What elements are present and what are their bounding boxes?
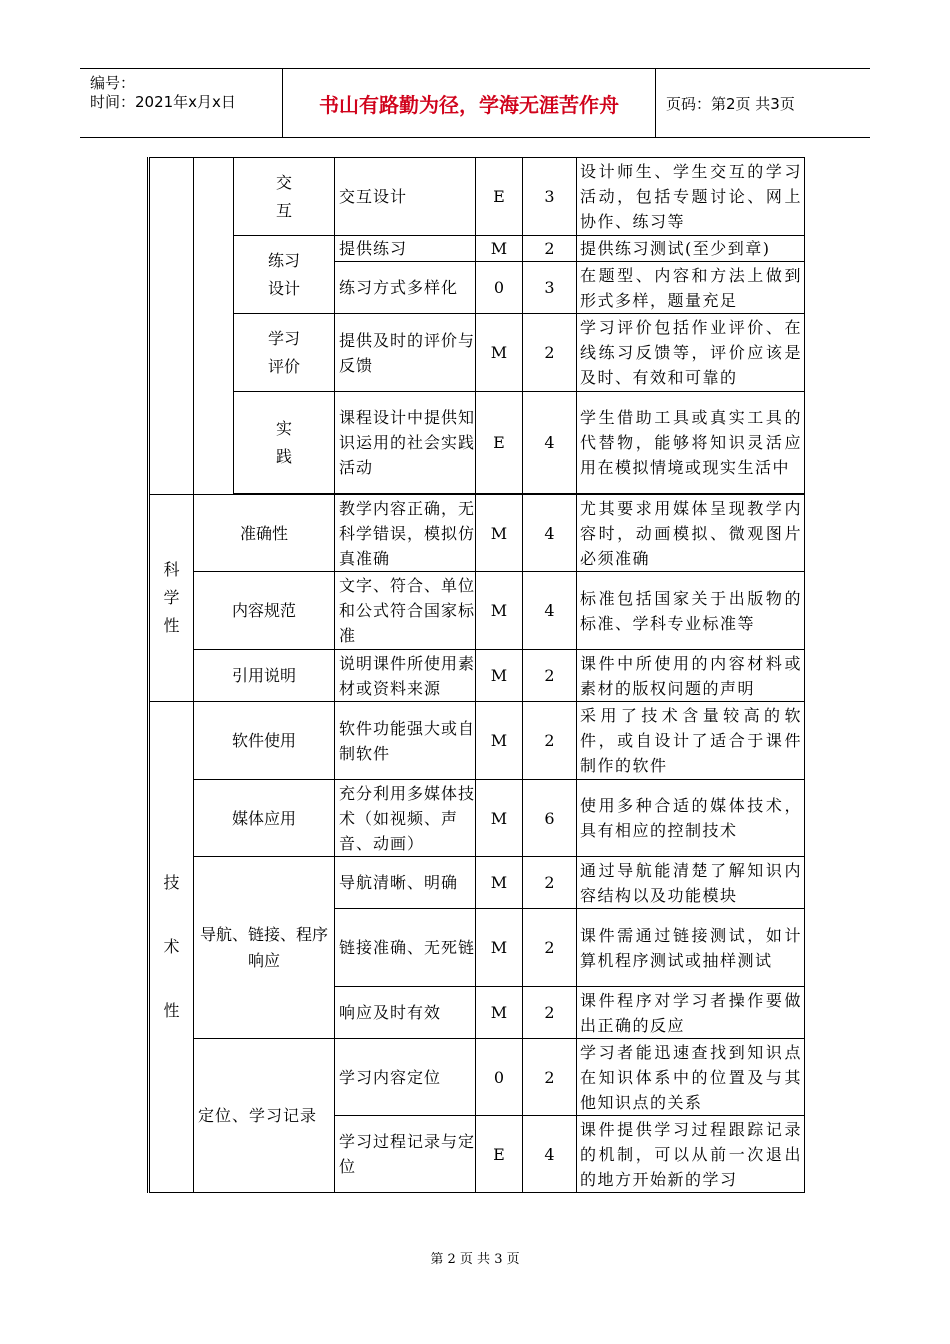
vert-char: 学 xyxy=(163,588,180,607)
score-cell: 4 xyxy=(523,495,577,572)
desc-cell: 学生借助工具或真实工具的代替物，能够将知识灵活应用在模拟情境或现实生活中 xyxy=(577,392,805,494)
level-cell: M xyxy=(476,572,523,650)
vert-char: 设计 xyxy=(267,278,300,298)
level-cell: M xyxy=(476,314,523,392)
subcategory-cell: 准确性 xyxy=(194,495,335,572)
score-cell: 2 xyxy=(523,650,577,702)
table-row xyxy=(149,314,805,392)
item-cell: 课程设计中提供知识运用的社会实践活动 xyxy=(335,392,476,494)
page-header xyxy=(80,68,870,138)
score-cell: 2 xyxy=(523,236,577,262)
subcategory-cell: 媒体应用 xyxy=(194,780,335,857)
header-meta xyxy=(80,69,283,137)
table-row xyxy=(149,780,805,857)
desc-cell: 课件中所使用的内容材料或素材的版权问题的声明 xyxy=(577,650,805,702)
vert-char: 践 xyxy=(275,446,292,466)
score-cell: 4 xyxy=(523,392,577,494)
score-cell: 2 xyxy=(523,909,577,987)
desc-cell: 通过导航能清楚了解知识内容结构以及功能模块 xyxy=(577,857,805,909)
score-cell: 2 xyxy=(523,987,577,1039)
level-cell: M xyxy=(476,987,523,1039)
table-row xyxy=(149,392,805,494)
category-cell-empty xyxy=(149,158,194,495)
doc-time-label: 时间：2021年x月x日 xyxy=(90,93,236,111)
level-cell: M xyxy=(476,857,523,909)
subcategory-interaction xyxy=(234,158,335,236)
item-cell: 链接准确、无死链 xyxy=(335,909,476,987)
score-cell: 4 xyxy=(523,572,577,650)
category-technical xyxy=(149,702,194,1193)
page-footer: 第 2 页 共 3 页 xyxy=(430,1252,520,1267)
desc-cell: 学习评价包括作业评价、在线练习反馈等，评价应该是及时、有效和可靠的 xyxy=(577,314,805,392)
table-row xyxy=(149,495,805,572)
desc-cell: 使用多种合适的媒体技术，具有相应的控制技术 xyxy=(577,780,805,857)
vert-char: 术 xyxy=(163,937,180,956)
page-number-label: 页码：第2页 共3页 xyxy=(666,94,795,113)
item-cell: 软件功能强大或自制软件 xyxy=(335,702,476,780)
subcategory-cell: 软件使用 xyxy=(194,702,335,780)
level-cell: E xyxy=(476,392,523,494)
table-row xyxy=(149,158,805,236)
desc-cell: 课件提供学习过程跟踪记录的机制，可以从前一次退出的地方开始新的学习 xyxy=(577,1116,805,1193)
vert-char: 性 xyxy=(163,616,180,635)
desc-cell: 提供练习测试(至少到章) xyxy=(577,236,805,262)
level-cell: 0 xyxy=(476,262,523,314)
subcategory-cell: 内容规范 xyxy=(194,572,335,650)
level-cell: M xyxy=(476,650,523,702)
vert-char: 学习 xyxy=(267,328,300,348)
vert-char: 性 xyxy=(163,1001,180,1020)
subcategory-practice-activity xyxy=(234,392,335,494)
header-motto-cell xyxy=(283,69,656,137)
vert-char: 评价 xyxy=(267,356,300,376)
level-cell: E xyxy=(476,158,523,236)
desc-cell: 采用了技术含量较高的软件，或自设计了适合于课件制作的软件 xyxy=(577,702,805,780)
subcategory-practice xyxy=(234,236,335,314)
table-row xyxy=(149,857,805,909)
desc-cell: 标准包括国家关于出版物的标准、学科专业标准等 xyxy=(577,572,805,650)
vert-char: 科 xyxy=(163,560,180,579)
header-motto: 书山有路勤为径，学海无涯苦作舟 xyxy=(319,92,619,117)
item-cell: 说明课件所使用素材或资料来源 xyxy=(335,650,476,702)
item-cell: 提供及时的评价与反馈 xyxy=(335,314,476,392)
vert-char: 练习 xyxy=(267,250,300,270)
item-cell: 学习过程记录与定位 xyxy=(335,1116,476,1193)
item-cell: 响应及时有效 xyxy=(335,987,476,1039)
subcategory-evaluation xyxy=(234,314,335,392)
table-row xyxy=(149,1039,805,1116)
category-scientific xyxy=(149,495,194,702)
item-cell: 练习方式多样化 xyxy=(335,262,476,314)
level-cell: E xyxy=(476,1116,523,1193)
desc-cell: 尤其要求用媒体呈现教学内容时，动画模拟、微观图片必须准确 xyxy=(577,495,805,572)
score-cell: 3 xyxy=(523,158,577,236)
desc-cell: 学习者能迅速查找到知识点在知识体系中的位置及与其他知识点的关系 xyxy=(577,1039,805,1116)
score-cell: 2 xyxy=(523,857,577,909)
table-row xyxy=(149,702,805,780)
table-row xyxy=(149,572,805,650)
item-cell: 充分利用多媒体技术（如视频、声音、动画） xyxy=(335,780,476,857)
item-cell: 提供练习 xyxy=(335,236,476,262)
subcategory-cell: 引用说明 xyxy=(194,650,335,702)
vert-char: 交 xyxy=(275,172,292,192)
item-cell: 教学内容正确，无科学错误，模拟仿真准确 xyxy=(335,495,476,572)
desc-cell: 课件程序对学习者操作要做出正确的反应 xyxy=(577,987,805,1039)
desc-cell: 在题型、内容和方法上做到形式多样，题量充足 xyxy=(577,262,805,314)
level-cell: M xyxy=(476,780,523,857)
score-cell: 6 xyxy=(523,780,577,857)
evaluation-table xyxy=(147,157,805,1193)
subcategory-cell: 导航、链接、程序响应 xyxy=(194,857,335,1039)
score-cell: 4 xyxy=(523,1116,577,1193)
item-cell: 学习内容定位 xyxy=(335,1039,476,1116)
level-cell: M xyxy=(476,702,523,780)
vert-char: 互 xyxy=(275,200,292,220)
score-cell: 3 xyxy=(523,262,577,314)
vert-char: 实 xyxy=(275,418,292,438)
score-cell: 2 xyxy=(523,1039,577,1116)
score-cell: 2 xyxy=(523,314,577,392)
desc-cell: 课件需通过链接测试，如计算机程序测试或抽样测试 xyxy=(577,909,805,987)
table-row xyxy=(149,650,805,702)
level-cell: M xyxy=(476,236,523,262)
item-cell: 导航清晰、明确 xyxy=(335,857,476,909)
desc-cell: 设计师生、学生交互的学习活动，包括专题讨论、网上协作、练习等 xyxy=(577,158,805,236)
item-cell: 文字、符合、单位和公式符合国家标准 xyxy=(335,572,476,650)
level-cell: 0 xyxy=(476,1039,523,1116)
subcategory-cell: 定位、学习记录 xyxy=(194,1039,335,1193)
doc-number-label: 编号： xyxy=(90,74,136,92)
subcategory-cell-empty xyxy=(194,158,234,495)
score-cell: 2 xyxy=(523,702,577,780)
level-cell: M xyxy=(476,495,523,572)
level-cell: M xyxy=(476,909,523,987)
item-cell: 交互设计 xyxy=(335,158,476,236)
vert-char: 技 xyxy=(163,873,180,892)
table-row xyxy=(149,236,805,262)
